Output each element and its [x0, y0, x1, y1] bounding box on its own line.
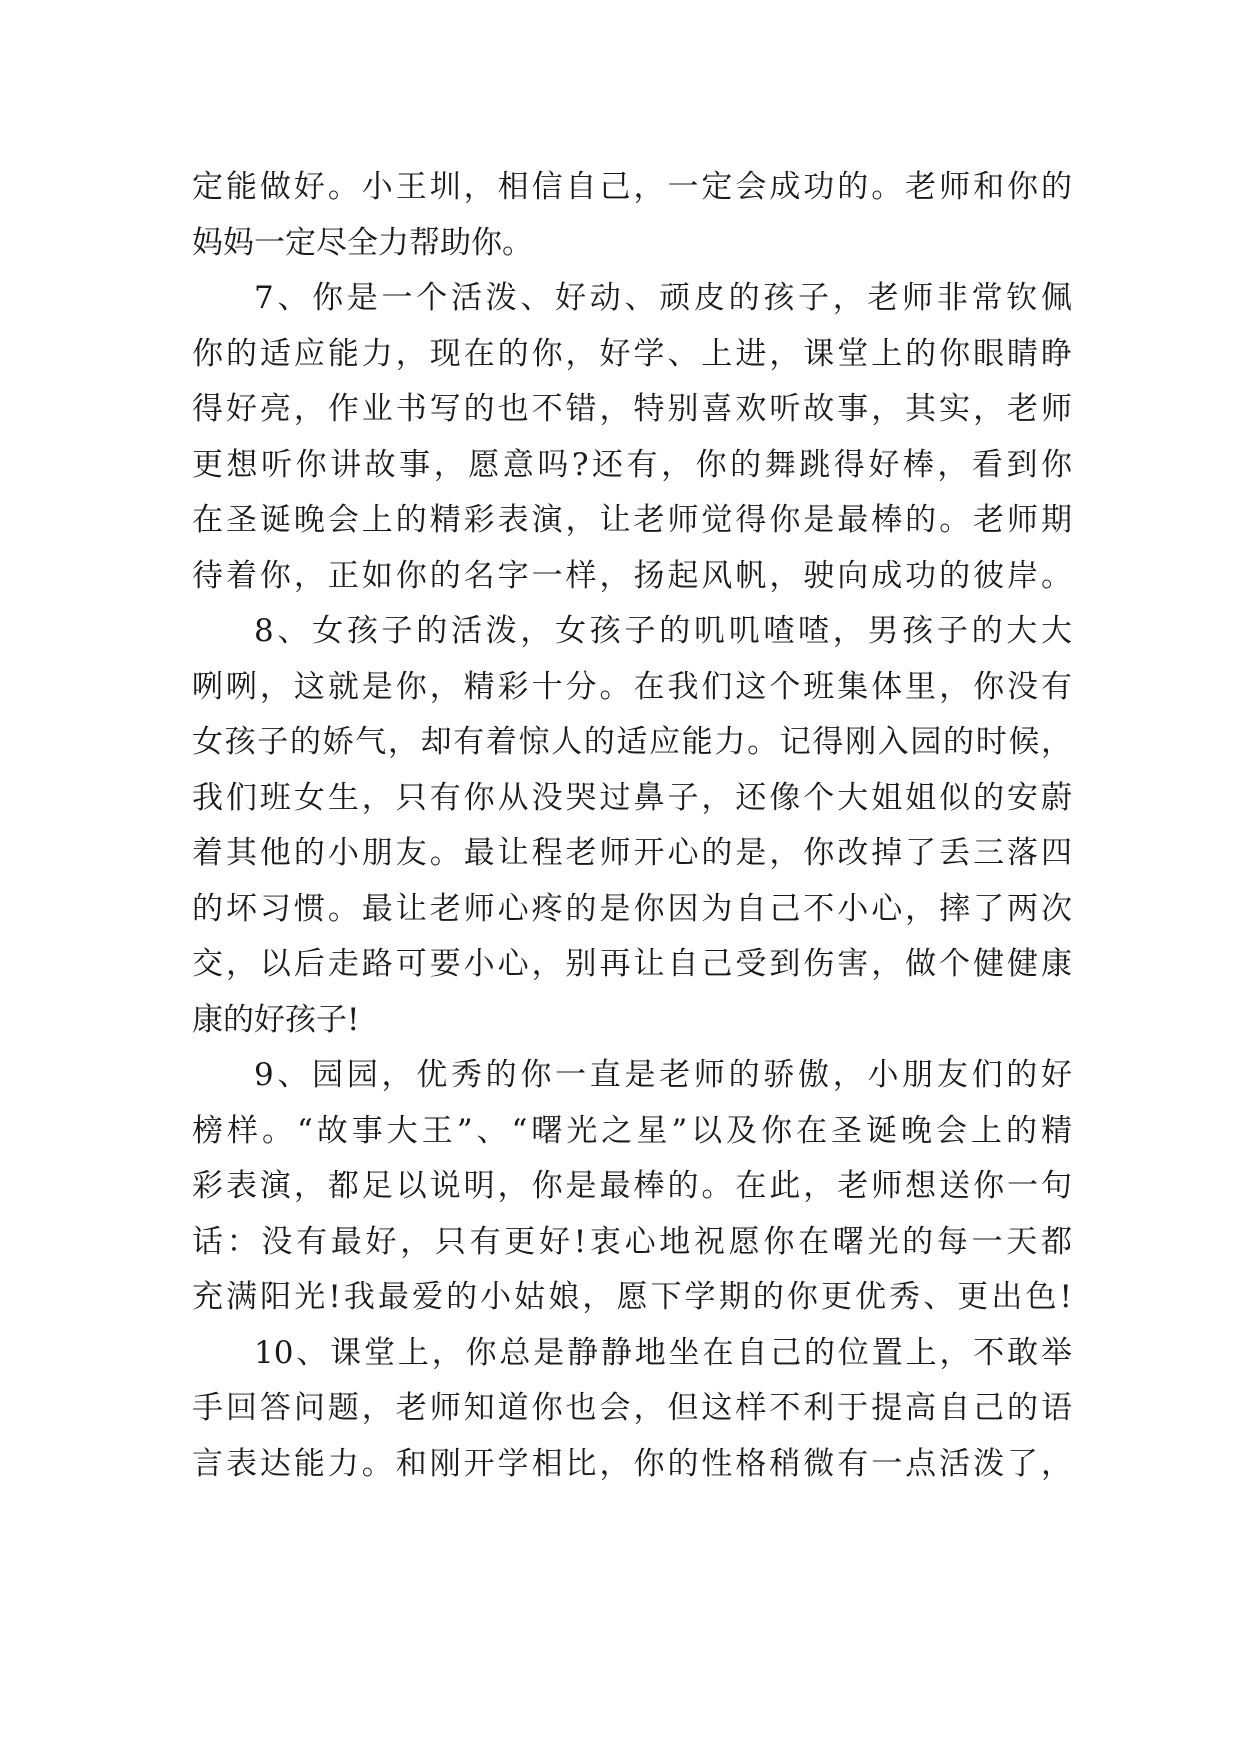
- text-line: 你的适应能力，现在的你，好学、上进，课堂上的你眼睛睁: [192, 335, 1072, 372]
- text-line: 女孩子的娇气，却有着惊人的适应能力。记得刚入园的时候，: [192, 724, 1072, 760]
- text-line: 待着你，正如你的名字一样，扬起风帆，驶向成功的彼岸。: [192, 557, 1072, 594]
- text-line: 在圣诞晚会上的精彩表演，让老师觉得你是最棒的。老师期: [192, 502, 1072, 538]
- text-line: 定能做好。小王圳，相信自己，一定会成功的。老师和你的: [192, 169, 1072, 205]
- text-line: 充满阳光!我最爱的小姑娘，愿下学期的你更优秀、更出色!: [192, 1279, 1072, 1315]
- paragraph-8-start: 8、女孩子的活泼，女孩子的叽叽喳喳，男孩子的大大: [254, 613, 1072, 649]
- text-line: 交，以后走路可要小心，别再让自己受到伤害，做个健健康: [192, 946, 1072, 982]
- paragraph-10-start: 10、课堂上，你总是静静地坐在自己的位置上，不敢举: [254, 1334, 1072, 1371]
- text-line: 彩表演，都足以说明，你是最棒的。在此，老师想送你一句: [192, 1168, 1072, 1204]
- text-line: 的坏习惯。最让老师心疼的是你因为自己不小心，摔了两次: [192, 890, 1072, 927]
- text-line: 言表达能力。和刚开学相比，你的性格稍微有一点活泼了，: [192, 1445, 1072, 1482]
- paragraph-9-start: 9、园园，优秀的你一直是老师的骄傲，小朋友们的好: [254, 1057, 1072, 1093]
- text-line: 咧咧，这就是你，精彩十分。在我们这个班集体里，你没有: [192, 668, 1072, 705]
- paragraph-7-start: 7、你是一个活泼、好动、顽皮的孩子，老师非常钦佩: [254, 280, 1072, 316]
- text-line: 话：没有最好，只有更好!衷心地祝愿你在曙光的每一天都: [192, 1223, 1072, 1260]
- text-line: 妈妈一定尽全力帮助你。: [192, 224, 533, 261]
- text-line: 更想听你讲故事，愿意吗?还有，你的舞跳得好棒，看到你: [192, 446, 1072, 483]
- text-line: 康的好孩子!: [192, 1001, 360, 1038]
- text-line: 手回答问题，老师知道你也会，但这样不利于提高自己的语: [192, 1390, 1072, 1426]
- text-line: 得好亮，作业书写的也不错，特别喜欢听故事，其实，老师: [192, 391, 1072, 427]
- body-text: [192, 160, 1072, 1492]
- text-line: 我们班女生，只有你从没哭过鼻子，还像个大姐姐似的安蔚: [192, 779, 1072, 816]
- text-line: 榜样。“故事大王”、“曙光之星”以及你在圣诞晚会上的精: [192, 1112, 1072, 1149]
- text-line: 着其他的小朋友。最让程老师开心的是，你改掉了丢三落四: [192, 835, 1072, 871]
